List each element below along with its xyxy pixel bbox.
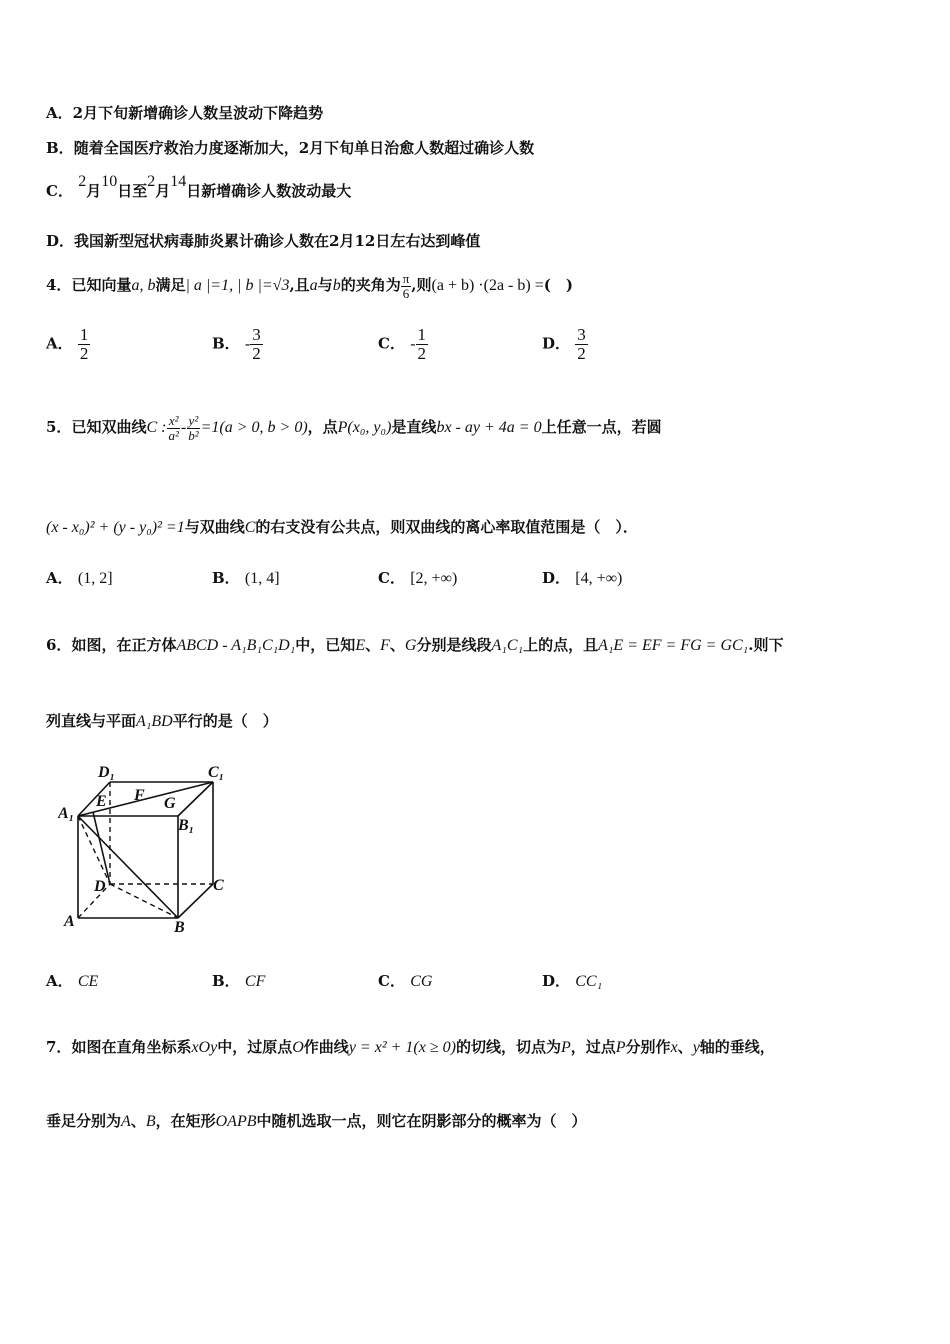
fraction-denominator: 2	[252, 343, 261, 363]
q7-stem-line2	[46, 1110, 587, 1131]
option-label: D．	[542, 972, 571, 990]
option-fraction	[575, 326, 588, 363]
math-curve: y = x² + 1(x ≥ 0)	[348, 1039, 456, 1056]
math-vectors: a, b	[131, 277, 156, 295]
stem-text: ,且	[289, 276, 310, 295]
math-expression: (a + b) ·(2a - b) =	[431, 277, 544, 295]
math-plane: A₁BD	[136, 713, 173, 730]
stem-text: 垂足分别为	[46, 1112, 122, 1130]
stem-text: 如图，在正方体	[71, 636, 177, 654]
stem-text: ，点	[307, 418, 338, 437]
stem-text: 平行的是（ ）	[172, 712, 278, 730]
q4-option-d	[542, 326, 588, 363]
label-c1: C₁	[208, 764, 225, 781]
stem-text: 作曲线	[303, 1038, 349, 1056]
option-label: B．	[212, 972, 240, 990]
stem-text: 与双曲线	[184, 518, 245, 536]
stem-text: 与	[317, 276, 333, 295]
fraction-numerator: π	[402, 271, 410, 286]
date-connector: 日至	[117, 182, 148, 200]
option-value: (1, 2]	[77, 570, 113, 587]
q6-stem-line1	[46, 634, 783, 655]
option-value: (1, 4]	[244, 570, 280, 587]
fraction-numerator: 3	[252, 325, 261, 344]
option-value: [2, +∞)	[410, 570, 458, 587]
month-char-2: 月	[155, 182, 171, 200]
q5-option-b	[212, 567, 280, 588]
stem-text: 分别是线段	[416, 636, 492, 654]
edge-b-c	[178, 884, 213, 918]
option-label: D．	[542, 334, 571, 353]
math-coordinate-system: xOy	[191, 1039, 218, 1056]
option-label: C．	[378, 569, 405, 587]
q5-stem-line2	[46, 516, 638, 537]
option-sign: -	[244, 335, 251, 353]
fraction-denominator: 6	[402, 285, 410, 301]
option-value: CC₁	[575, 973, 603, 990]
math-point: P(x₀, y₀)	[337, 419, 392, 437]
math-fraction-x	[166, 414, 180, 442]
option-sign: -	[410, 335, 416, 353]
stem-text: 中，过原点	[217, 1038, 293, 1056]
fraction-denominator: a²	[168, 427, 179, 443]
option-fraction	[416, 326, 429, 363]
math-segment: A₁C₁	[491, 637, 524, 654]
q3-option-a	[46, 102, 323, 123]
q7-stem-line1	[46, 1036, 775, 1057]
q3-option-d	[46, 230, 480, 251]
option-text: 我国新型冠状病毒肺炎累计确诊人数在2月12日左右达到峰值	[74, 232, 481, 250]
fraction-denominator: 2	[417, 343, 427, 363]
stem-text: 是直线	[391, 418, 437, 437]
option-label: B．	[212, 334, 240, 353]
fraction-denominator: b²	[188, 427, 199, 443]
cube-figure	[58, 760, 238, 940]
math-b-point: B	[145, 1113, 156, 1130]
option-text: 随着全国医疗救治力度逐渐加大，2月下旬单日治愈人数超过确诊人数	[73, 139, 535, 157]
math-f: F	[380, 637, 390, 654]
date-month-2: 2	[147, 173, 156, 190]
fraction-numerator: y²	[188, 413, 199, 428]
option-label: A．	[46, 334, 73, 353]
fraction-numerator: 3	[577, 325, 586, 344]
answer-blank: ( )	[543, 276, 573, 295]
q6-option-a	[46, 970, 98, 991]
math-angle-fraction	[401, 272, 412, 300]
label-a: A	[64, 913, 75, 930]
option-label: A．	[46, 104, 73, 122]
math-condition: | a |=1, | b |=√3	[185, 277, 290, 295]
separator: 、	[389, 636, 405, 654]
stem-text: 的右支没有公共点，则双曲线的离心率取值范围是（ ）．	[255, 518, 638, 536]
stem-text: 上任意一点，若圆	[541, 418, 662, 437]
fraction-numerator: 1	[79, 325, 89, 344]
option-value: CG	[410, 973, 433, 990]
math-line: bx - ay + 4a = 0	[436, 419, 542, 437]
option-text: 2月下旬新增确诊人数呈波动下降趋势	[72, 104, 324, 122]
stem-text: 轴的垂线，	[699, 1038, 775, 1056]
fraction-numerator: 1	[417, 325, 427, 344]
date-day-1: 10	[101, 173, 118, 190]
option-fraction	[78, 326, 91, 363]
math-b: b	[332, 277, 341, 295]
math-rectangle: OAPB	[215, 1113, 257, 1130]
option-value: CE	[77, 973, 99, 990]
q4-option-b	[212, 326, 263, 363]
q5-option-d	[542, 567, 622, 588]
label-a1: A₁	[58, 805, 75, 822]
q3-option-b	[46, 137, 534, 158]
q6-option-b	[212, 970, 265, 991]
option-label: B．	[212, 569, 240, 587]
math-condition: =1(a > 0, b > 0)	[200, 419, 308, 437]
q6-option-c	[378, 970, 432, 991]
separator: 、	[365, 636, 381, 654]
stem-text: 如图在直角坐标系	[71, 1038, 192, 1056]
q5-option-a	[46, 567, 113, 588]
question-number: 7．	[46, 1038, 72, 1056]
label-d1: D₁	[98, 764, 116, 781]
label-g: G	[164, 795, 176, 812]
math-o: O	[292, 1039, 304, 1056]
math-circle: (x - x₀)² + (y - y₀)² =1	[46, 519, 185, 536]
math-p: P	[615, 1039, 626, 1056]
math-y: y	[692, 1039, 700, 1056]
question-number: 4．	[46, 276, 72, 295]
q6-stem-line2	[46, 710, 278, 731]
option-label: C．	[378, 334, 405, 353]
option-value: [4, +∞)	[575, 570, 623, 587]
stem-text: 的切线，切点为	[455, 1038, 561, 1056]
segment-a1-d-hidden	[78, 816, 110, 884]
math-x: x	[670, 1039, 678, 1056]
stem-text: 满足	[155, 276, 186, 295]
date-day-2: 14	[170, 173, 187, 190]
stem-text: 已知向量	[71, 276, 132, 295]
math-g: G	[404, 637, 417, 654]
option-label: C．	[46, 182, 73, 200]
fraction-denominator: 2	[79, 343, 89, 363]
separator: 、	[130, 1112, 146, 1130]
option-label: D．	[46, 232, 75, 250]
question-number: 6．	[46, 636, 72, 654]
option-fraction	[250, 326, 263, 363]
label-f: F	[134, 787, 145, 804]
separator: 、	[677, 1038, 693, 1056]
option-label: A．	[46, 972, 73, 990]
date-month-1: 2	[78, 173, 87, 190]
label-e: E	[96, 793, 107, 810]
question-number: 5．	[46, 418, 72, 437]
q4-stem	[46, 272, 573, 300]
q6-option-d	[542, 970, 602, 991]
label-b: B	[174, 919, 185, 936]
math-minus: -	[180, 419, 187, 437]
stem-text: 上的点，且	[523, 636, 599, 654]
math-equation: A₁E = EF = FG = GC₁	[598, 637, 749, 654]
label-c: C	[213, 877, 224, 894]
math-fraction-y	[186, 414, 200, 442]
segment-e-d	[93, 812, 110, 884]
stem-text: 中，已知	[295, 636, 356, 654]
fraction-numerator: x²	[168, 413, 179, 428]
label-d: D	[94, 878, 106, 895]
option-text: 日新增确诊人数波动最大	[186, 182, 352, 200]
option-value: CF	[244, 973, 266, 990]
label-b1: B₁	[178, 817, 195, 834]
math-cube: ABCD - A₁B₁C₁D₁	[176, 637, 296, 654]
stem-text: ,则	[411, 276, 432, 295]
q5-option-c	[378, 567, 457, 588]
option-label: D．	[542, 569, 571, 587]
option-label: A．	[46, 569, 73, 587]
q4-option-c	[378, 326, 428, 363]
stem-text: 分别作	[625, 1038, 671, 1056]
stem-text: ，过点	[570, 1038, 616, 1056]
stem-text: 中随机选取一点，则它在阴影部分的概率为（ ）	[256, 1112, 587, 1130]
fraction-denominator: 2	[577, 343, 586, 363]
month-char-1: 月	[86, 182, 102, 200]
math-c: C	[244, 519, 256, 536]
math-a-point: A	[121, 1113, 131, 1130]
stem-text: 的夹角为	[340, 276, 401, 295]
segment-d-b-hidden	[110, 884, 178, 918]
stem-text: 列直线与平面	[46, 712, 137, 730]
stem-text: 已知双曲线	[71, 418, 147, 437]
q3-option-c	[46, 173, 352, 201]
stem-text: .则下	[748, 636, 784, 654]
math-e: E	[355, 637, 366, 654]
option-label: C．	[378, 972, 405, 990]
math-p: P	[560, 1039, 571, 1056]
stem-text: ，在矩形	[155, 1112, 216, 1130]
math-a: a	[309, 277, 318, 295]
option-label: B．	[46, 139, 74, 157]
q5-stem-line1	[46, 414, 662, 442]
math-curve-name: C :	[146, 419, 167, 437]
q4-option-a	[46, 326, 90, 363]
